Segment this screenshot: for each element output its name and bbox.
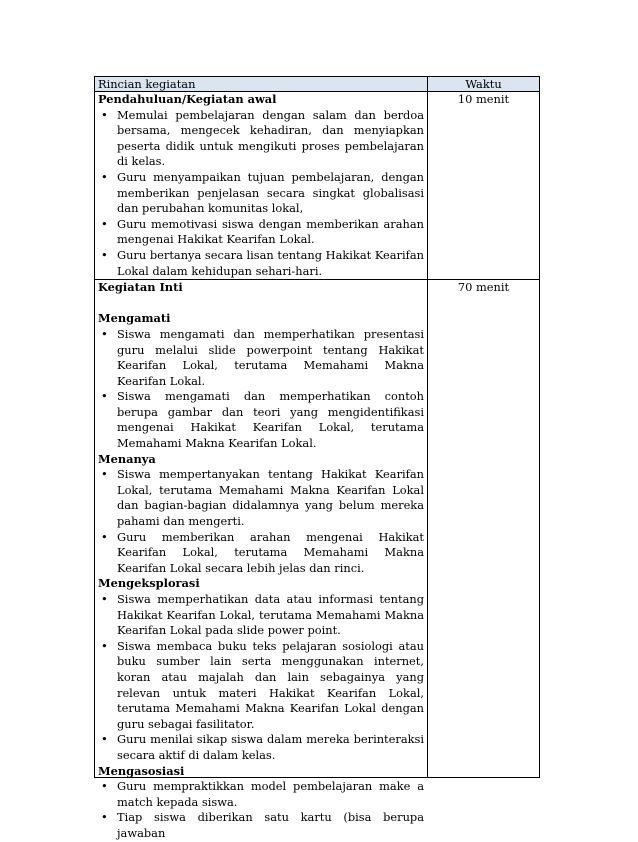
list-item: • Memulai pembelajaran dengan salam dan berdoa bersama, mengecek kehadiran, dan menyiapkan peserta didik untuk mengikuti proses pembelajaran di kelas. [98, 108, 424, 170]
time-column-header: Waktu [428, 77, 540, 92]
list-item: • Siswa mempertanyakan tentang Hakikat Kearifan Lokal, terutama Memahami Makna Kearifan Lokal dan bagian-bagian didalamnya yang belum mereka pahami dan mengerti. [98, 467, 424, 529]
subsection-title: Menanya [98, 451, 156, 466]
list-item: • Guru menyampaikan tujuan pembelajaran, dengan memberikan penjelasan secara singkat globalisasi dan perubahan komunitas lokal, [98, 170, 424, 217]
core-activity-content [98, 280, 424, 840]
subsection-title: Mengeksplorasi [98, 576, 200, 591]
section-heading: Pendahuluan/Kegiatan awal [98, 92, 277, 106]
subsection-title: Mengasosiasi [98, 763, 185, 778]
list-item: • Tiap siswa diberikan satu kartu (bisa berupa jawaban [98, 810, 424, 841]
table-row [95, 92, 540, 280]
bullet-list [98, 108, 424, 280]
list-item: • Siswa memperhatikan data atau informasi tentang Hakikat Kearifan Lokal, terutama Memahami Makna Kearifan Lokal pada slide power point. [98, 592, 424, 639]
table-row [95, 280, 540, 778]
time-cell: 70 menit [428, 280, 540, 778]
time-cell: 10 menit [428, 92, 540, 280]
bullet-list [98, 779, 424, 841]
list-item: • Siswa mengamati dan memperhatikan presentasi guru melalui slide powerpoint tentang Hakikat Kearifan Lokal, terutama Memahami Makna Kearifan Lokal. [98, 327, 424, 389]
list-item: • Guru mempraktikkan model pembelajaran make a match kepada siswa. [98, 779, 424, 810]
bullet-list [98, 467, 424, 576]
table-header-row [95, 77, 540, 92]
list-item: • Siswa membaca buku teks pelajaran sosiologi atau buku sumber lain serta menggunakan internet, koran atau majalah dan lain sebagainya yang relevan untuk materi Hakikat Kearifan Lokal, terutama Memahami Makna Kearifan Lokal dengan guru sebagai fasilitator. [98, 639, 424, 733]
list-item: • Guru memberikan arahan mengenai Hakikat Kearifan Lokal, terutama Memahami Makna Kearifan Lokal secara lebih jelas dan rinci. [98, 530, 424, 577]
bullet-list [98, 592, 424, 764]
activity-cell-intro [95, 92, 428, 280]
list-item: • Guru menilai sikap siswa dalam mereka berinteraksi secara aktif di dalam kelas. [98, 732, 424, 763]
bullet-list [98, 327, 424, 452]
section-heading: Kegiatan Inti [98, 280, 183, 295]
lesson-activity-table [94, 76, 540, 840]
list-item: • Guru bertanya secara lisan tentang Hakikat Kearifan Lokal dalam kehidupan sehari-hari. [98, 248, 424, 279]
activity-column-header: Rincian kegiatan [95, 77, 428, 92]
list-item: • Siswa mengamati dan memperhatikan contoh berupa gambar dan teori yang mengidentifikasi mengenai Hakikat Kearifan Lokal, terutama Memahami Makna Kearifan Lokal. [98, 389, 424, 451]
subsection-title: Mengamati [98, 311, 171, 326]
activity-cell-core [95, 280, 428, 840]
spacer [98, 296, 424, 312]
list-item: • Guru memotivasi siswa dengan memberikan arahan mengenai Hakikat Kearifan Lokal. [98, 217, 424, 248]
